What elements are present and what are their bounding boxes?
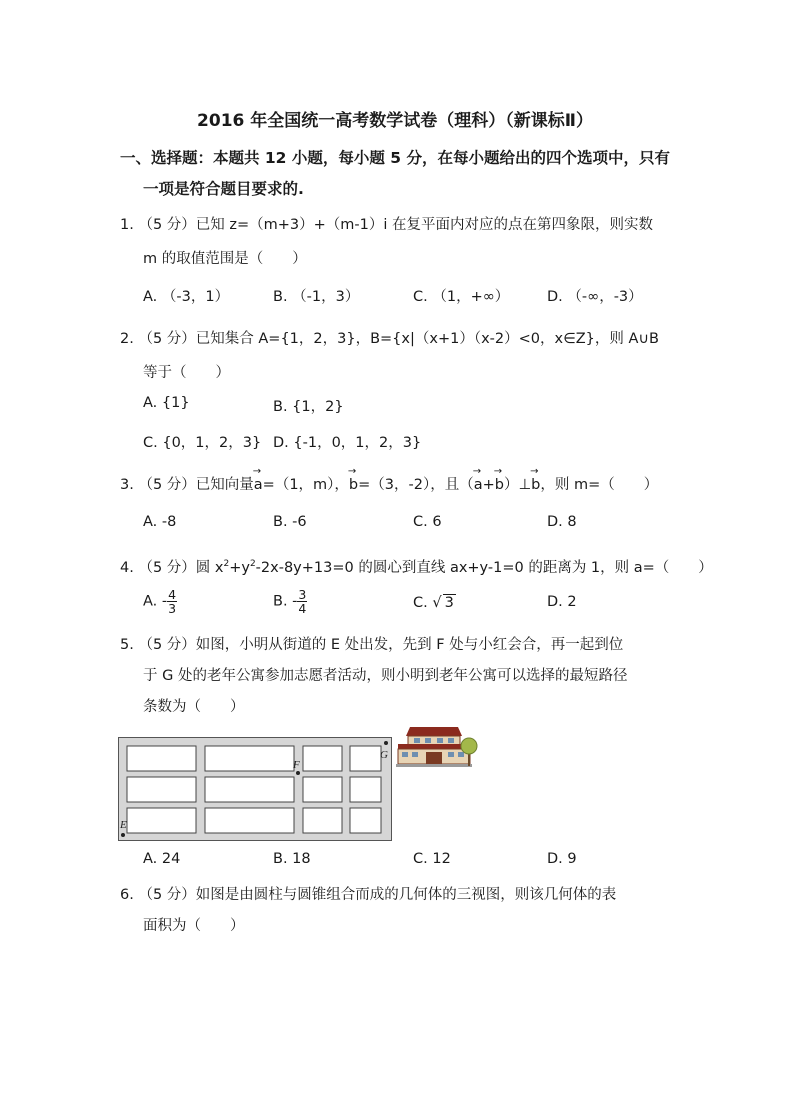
radicand: 3 bbox=[444, 595, 454, 611]
q4-stem-text: +y bbox=[229, 560, 250, 576]
q4-exponent: 2 bbox=[223, 559, 230, 570]
q3-part3: ）⊥ bbox=[504, 477, 532, 493]
q1-stem-line2: m 的取值范围是（ ） bbox=[143, 251, 307, 267]
block bbox=[303, 808, 342, 833]
q4-option-d: D. 2 bbox=[547, 594, 577, 610]
q1-option-b: B. （-1，3） bbox=[273, 289, 360, 305]
q4-exponent: 2 bbox=[249, 559, 256, 570]
fraction bbox=[167, 588, 177, 615]
block bbox=[350, 777, 381, 802]
block bbox=[303, 777, 342, 802]
block bbox=[205, 777, 294, 802]
q3-plus: + bbox=[482, 477, 495, 493]
numerator: 3 bbox=[298, 587, 307, 602]
q1-stem-line1: 1. （5 分）已知 z=（m+3）+（m-1）i 在复平面内对应的点在第四象限，则实数 bbox=[120, 217, 654, 233]
vector-b: → b bbox=[531, 477, 540, 493]
block bbox=[303, 746, 342, 771]
q5-stem-line2: 于 G 处的老年公寓参加志愿者活动，则小明到老年公寓可以选择的最短路径 bbox=[143, 668, 628, 684]
q3-part4: ，则 m=（ ） bbox=[540, 477, 659, 493]
block bbox=[127, 808, 196, 833]
page-title: 2016 年全国统一高考数学试卷（理科）（新课标Ⅱ） bbox=[197, 111, 593, 131]
q3-option-a: A. -8 bbox=[143, 514, 177, 530]
q2-stem-line1: 2. （5 分）已知集合 A={1，2，3}，B={x|（x+1）（x-2）<0，x∈Z}，则 A∪B bbox=[120, 331, 659, 347]
denominator: 4 bbox=[298, 601, 307, 616]
block bbox=[205, 746, 294, 771]
q4-stem-text: 4. （5 分）圆 x bbox=[120, 560, 224, 576]
apartment-building-icon bbox=[396, 724, 480, 770]
q2-option-c: C. {0，1，2，3} bbox=[143, 435, 262, 451]
q5-option-b: B. 18 bbox=[273, 851, 311, 867]
q4-stem bbox=[120, 556, 713, 577]
q5-option-d: D. 9 bbox=[547, 851, 577, 867]
block bbox=[127, 746, 196, 771]
q1-option-a: A. （-3，1） bbox=[143, 289, 230, 305]
q5-option-c: C. 12 bbox=[413, 851, 451, 867]
vector-a: → a bbox=[254, 477, 263, 493]
q3-stem bbox=[120, 473, 658, 494]
q2-option-a: A. {1} bbox=[143, 395, 190, 411]
q5-stem-line1: 5. （5 分）如图，小明从街道的 E 处出发，先到 F 处与小红会合，再一起到位 bbox=[120, 637, 624, 653]
q3-option-b: B. -6 bbox=[273, 514, 307, 530]
label-g: G bbox=[380, 749, 388, 761]
q4-stem-text: -2x-8y+13=0 的圆心到直线 ax+y-1=0 的距离为 1，则 a=（ ） bbox=[255, 560, 713, 576]
vector-a: → a bbox=[474, 477, 483, 493]
q5-stem-line3: 条数为（ ） bbox=[143, 699, 245, 715]
q2-stem-line2: 等于（ ） bbox=[143, 365, 230, 381]
vector-b: → b bbox=[349, 477, 358, 493]
point-e-marker bbox=[121, 833, 125, 837]
q4-option-label: A. - bbox=[143, 593, 168, 610]
block bbox=[127, 777, 196, 802]
q3-option-d: D. 8 bbox=[547, 514, 577, 530]
block bbox=[350, 808, 381, 833]
q3-part2: =（3，-2），且（ bbox=[358, 477, 474, 493]
sqrt-icon: √ bbox=[432, 595, 442, 611]
street-grid-figure bbox=[118, 737, 393, 842]
section-heading-line2: 一项是符合题目要求的. bbox=[143, 180, 304, 198]
label-e: E bbox=[120, 819, 127, 831]
block bbox=[350, 746, 381, 771]
q4-option-label: C. bbox=[413, 595, 433, 611]
q2-option-d: D. {-1，0，1，2，3} bbox=[273, 435, 422, 451]
q4-option-b bbox=[273, 588, 307, 615]
label-f: F bbox=[293, 759, 300, 771]
q4-option-a bbox=[143, 588, 177, 615]
q2-option-b: B. {1，2} bbox=[273, 399, 344, 415]
point-f-marker bbox=[296, 771, 300, 775]
q5-option-a: A. 24 bbox=[143, 851, 181, 867]
fraction bbox=[297, 588, 307, 615]
q4-option-label: B. - bbox=[273, 593, 298, 610]
q1-option-c: C. （1，+∞） bbox=[413, 289, 510, 305]
q3-part1: =（1，m）， bbox=[262, 477, 349, 493]
q3-option-c: C. 6 bbox=[413, 514, 442, 530]
vector-b: → b bbox=[495, 477, 504, 493]
point-g-marker bbox=[384, 741, 388, 745]
block bbox=[205, 808, 294, 833]
q1-option-d: D. （-∞，-3） bbox=[547, 289, 643, 305]
numerator: 4 bbox=[168, 587, 177, 602]
q3-prefix: 3. （5 分）已知向量 bbox=[120, 477, 254, 493]
q6-stem-line2: 面积为（ ） bbox=[143, 918, 245, 934]
section-heading-line1: 一、选择题：本题共 12 小题，每小题 5 分，在每小题给出的四个选项中，只有 bbox=[120, 149, 670, 167]
q4-option-c bbox=[413, 594, 456, 611]
q6-stem-line1: 6. （5 分）如图是由圆柱与圆锥组合而成的几何体的三视图，则该几何体的表 bbox=[120, 887, 617, 903]
denominator: 3 bbox=[168, 601, 177, 616]
